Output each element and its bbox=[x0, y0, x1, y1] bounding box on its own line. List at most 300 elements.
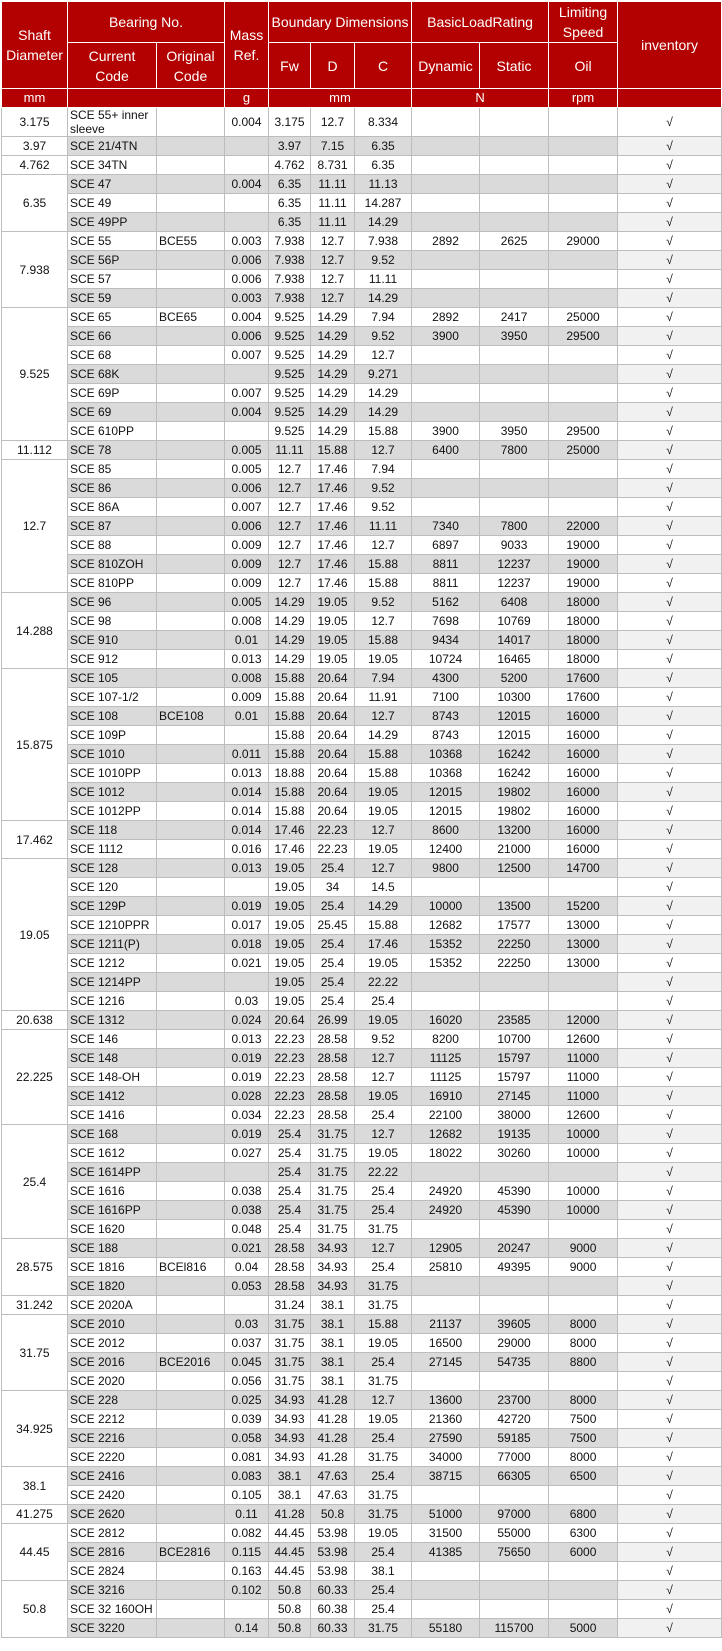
cell-inventory: √ bbox=[618, 954, 722, 973]
cell-oil: 8000 bbox=[549, 1391, 618, 1410]
table-row bbox=[2, 1486, 722, 1505]
cell-dynamic bbox=[412, 1562, 480, 1581]
cell-original-code bbox=[157, 1239, 225, 1258]
cell-original-code bbox=[157, 213, 225, 232]
cell-dynamic bbox=[412, 1372, 480, 1391]
cell-current-code: SCE 148 bbox=[68, 1049, 157, 1068]
cell-oil bbox=[549, 289, 618, 308]
cell-original-code bbox=[157, 612, 225, 631]
cell-inventory: √ bbox=[618, 1315, 722, 1334]
cell-original-code bbox=[157, 1087, 225, 1106]
cell-static bbox=[480, 403, 549, 422]
cell-dynamic bbox=[412, 992, 480, 1011]
cell-static: 17577 bbox=[480, 916, 549, 935]
cell-d: 38.1 bbox=[311, 1296, 355, 1315]
cell-c: 25.4 bbox=[355, 1467, 412, 1486]
cell-mass: 0.016 bbox=[225, 840, 269, 859]
cell-current-code: SCE 2812 bbox=[68, 1524, 157, 1543]
cell-original-code bbox=[157, 1144, 225, 1163]
cell-d: 15.88 bbox=[311, 441, 355, 460]
cell-shaft-diameter: 31.242 bbox=[2, 1296, 68, 1315]
cell-static bbox=[480, 175, 549, 194]
cell-oil: 16000 bbox=[549, 707, 618, 726]
cell-static: 13200 bbox=[480, 821, 549, 840]
cell-dynamic bbox=[412, 1163, 480, 1182]
header-static: Static bbox=[480, 43, 549, 89]
cell-mass: 0.013 bbox=[225, 859, 269, 878]
cell-original-code bbox=[157, 574, 225, 593]
cell-fw: 22.23 bbox=[269, 1087, 311, 1106]
cell-fw: 6.35 bbox=[269, 175, 311, 194]
cell-c: 31.75 bbox=[355, 1619, 412, 1638]
cell-original-code bbox=[157, 327, 225, 346]
cell-static: 9033 bbox=[480, 536, 549, 555]
cell-mass: 0.013 bbox=[225, 1030, 269, 1049]
cell-static bbox=[480, 346, 549, 365]
cell-dynamic: 6400 bbox=[412, 441, 480, 460]
table-row bbox=[2, 1334, 722, 1353]
cell-inventory: √ bbox=[618, 1106, 722, 1125]
cell-inventory: √ bbox=[618, 1448, 722, 1467]
cell-current-code: SCE 34TN bbox=[68, 156, 157, 175]
table-row bbox=[2, 175, 722, 194]
cell-d: 26.99 bbox=[311, 1011, 355, 1030]
cell-oil bbox=[549, 479, 618, 498]
table-row bbox=[2, 1410, 722, 1429]
cell-inventory: √ bbox=[618, 365, 722, 384]
cell-fw: 14.29 bbox=[269, 612, 311, 631]
cell-mass: 0.006 bbox=[225, 270, 269, 289]
cell-dynamic: 10000 bbox=[412, 897, 480, 916]
cell-c: 19.05 bbox=[355, 1011, 412, 1030]
table-row bbox=[2, 707, 722, 726]
cell-dynamic: 38715 bbox=[412, 1467, 480, 1486]
cell-c: 31.75 bbox=[355, 1372, 412, 1391]
cell-current-code: SCE 109P bbox=[68, 726, 157, 745]
cell-static bbox=[480, 1220, 549, 1239]
cell-inventory: √ bbox=[618, 156, 722, 175]
cell-inventory: √ bbox=[618, 460, 722, 479]
cell-c: 25.4 bbox=[355, 1201, 412, 1220]
cell-static bbox=[480, 992, 549, 1011]
table-row bbox=[2, 916, 722, 935]
table-row bbox=[2, 935, 722, 954]
cell-fw: 12.7 bbox=[269, 517, 311, 536]
cell-fw: 15.88 bbox=[269, 726, 311, 745]
cell-fw: 7.938 bbox=[269, 289, 311, 308]
table-row bbox=[2, 1600, 722, 1619]
cell-current-code: SCE 810PP bbox=[68, 574, 157, 593]
cell-c: 9.52 bbox=[355, 479, 412, 498]
cell-current-code: SCE 69 bbox=[68, 403, 157, 422]
cell-d: 25.4 bbox=[311, 859, 355, 878]
cell-current-code: SCE 105 bbox=[68, 669, 157, 688]
cell-c: 31.75 bbox=[355, 1220, 412, 1239]
table-row bbox=[2, 308, 722, 327]
cell-original-code bbox=[157, 1334, 225, 1353]
table-row bbox=[2, 270, 722, 289]
cell-static bbox=[480, 270, 549, 289]
cell-oil: 5000 bbox=[549, 1619, 618, 1638]
cell-static: 55000 bbox=[480, 1524, 549, 1543]
cell-dynamic bbox=[412, 498, 480, 517]
cell-dynamic: 8200 bbox=[412, 1030, 480, 1049]
cell-static: 10769 bbox=[480, 612, 549, 631]
cell-fw: 31.75 bbox=[269, 1353, 311, 1372]
cell-original-code: BCE2016 bbox=[157, 1353, 225, 1372]
cell-mass: 0.006 bbox=[225, 479, 269, 498]
cell-oil: 11000 bbox=[549, 1049, 618, 1068]
cell-shaft-diameter: 22.225 bbox=[2, 1030, 68, 1125]
cell-oil bbox=[549, 270, 618, 289]
table-row bbox=[2, 137, 722, 156]
cell-static bbox=[480, 498, 549, 517]
cell-mass: 0.007 bbox=[225, 346, 269, 365]
cell-fw: 19.05 bbox=[269, 973, 311, 992]
cell-c: 15.88 bbox=[355, 631, 412, 650]
cell-current-code: SCE 1612 bbox=[68, 1144, 157, 1163]
cell-c: 11.11 bbox=[355, 517, 412, 536]
cell-oil: 19000 bbox=[549, 555, 618, 574]
cell-d: 47.63 bbox=[311, 1486, 355, 1505]
cell-static: 7800 bbox=[480, 517, 549, 536]
cell-dynamic: 5162 bbox=[412, 593, 480, 612]
cell-original-code bbox=[157, 108, 225, 137]
cell-original-code bbox=[157, 726, 225, 745]
cell-d: 19.05 bbox=[311, 650, 355, 669]
cell-oil bbox=[549, 175, 618, 194]
cell-current-code: SCE 146 bbox=[68, 1030, 157, 1049]
cell-inventory: √ bbox=[618, 289, 722, 308]
table-row bbox=[2, 745, 722, 764]
cell-mass bbox=[225, 973, 269, 992]
cell-mass: 0.004 bbox=[225, 175, 269, 194]
cell-d: 20.64 bbox=[311, 688, 355, 707]
cell-current-code: SCE 1012 bbox=[68, 783, 157, 802]
cell-oil bbox=[549, 137, 618, 156]
cell-oil: 7500 bbox=[549, 1429, 618, 1448]
cell-dynamic: 10368 bbox=[412, 764, 480, 783]
cell-fw: 12.7 bbox=[269, 460, 311, 479]
cell-original-code bbox=[157, 1049, 225, 1068]
cell-c: 19.05 bbox=[355, 1334, 412, 1353]
cell-d: 53.98 bbox=[311, 1543, 355, 1562]
cell-inventory: √ bbox=[618, 1011, 722, 1030]
cell-original-code bbox=[157, 479, 225, 498]
table-row bbox=[2, 403, 722, 422]
cell-static: 42720 bbox=[480, 1410, 549, 1429]
cell-original-code bbox=[157, 859, 225, 878]
cell-mass: 0.082 bbox=[225, 1524, 269, 1543]
cell-dynamic: 24920 bbox=[412, 1201, 480, 1220]
cell-static: 75650 bbox=[480, 1543, 549, 1562]
cell-current-code: SCE 57 bbox=[68, 270, 157, 289]
cell-mass: 0.028 bbox=[225, 1087, 269, 1106]
cell-dynamic: 8811 bbox=[412, 574, 480, 593]
cell-mass: 0.037 bbox=[225, 1334, 269, 1353]
table-row bbox=[2, 327, 722, 346]
cell-mass: 0.04 bbox=[225, 1258, 269, 1277]
cell-d: 28.58 bbox=[311, 1049, 355, 1068]
cell-c: 14.29 bbox=[355, 403, 412, 422]
cell-mass: 0.021 bbox=[225, 1239, 269, 1258]
cell-dynamic bbox=[412, 973, 480, 992]
cell-oil bbox=[549, 346, 618, 365]
cell-c: 12.7 bbox=[355, 441, 412, 460]
cell-original-code bbox=[157, 631, 225, 650]
cell-original-code bbox=[157, 1429, 225, 1448]
table-row bbox=[2, 1163, 722, 1182]
cell-inventory: √ bbox=[618, 1353, 722, 1372]
cell-shaft-diameter: 25.4 bbox=[2, 1125, 68, 1239]
table-row bbox=[2, 1505, 722, 1524]
cell-c: 25.4 bbox=[355, 1429, 412, 1448]
cell-oil: 6300 bbox=[549, 1524, 618, 1543]
table-row bbox=[2, 593, 722, 612]
cell-inventory: √ bbox=[618, 650, 722, 669]
cell-current-code: SCE 107-1/2 bbox=[68, 688, 157, 707]
cell-dynamic: 24920 bbox=[412, 1182, 480, 1201]
cell-fw: 22.23 bbox=[269, 1030, 311, 1049]
cell-static bbox=[480, 384, 549, 403]
cell-dynamic bbox=[412, 289, 480, 308]
cell-current-code: SCE 810ZOH bbox=[68, 555, 157, 574]
cell-oil: 25000 bbox=[549, 441, 618, 460]
cell-c: 7.94 bbox=[355, 308, 412, 327]
cell-original-code bbox=[157, 954, 225, 973]
cell-c: 12.7 bbox=[355, 1068, 412, 1087]
table-body bbox=[2, 108, 722, 1638]
cell-oil: 8800 bbox=[549, 1353, 618, 1372]
unit-load-n: N bbox=[412, 89, 549, 108]
table-row bbox=[2, 1258, 722, 1277]
cell-original-code bbox=[157, 403, 225, 422]
table-row bbox=[2, 498, 722, 517]
cell-dynamic bbox=[412, 156, 480, 175]
cell-current-code: SCE 2020 bbox=[68, 1372, 157, 1391]
cell-inventory: √ bbox=[618, 840, 722, 859]
cell-current-code: SCE 1312 bbox=[68, 1011, 157, 1030]
table-row bbox=[2, 1087, 722, 1106]
cell-dynamic bbox=[412, 346, 480, 365]
cell-mass: 0.024 bbox=[225, 1011, 269, 1030]
cell-d: 31.75 bbox=[311, 1220, 355, 1239]
cell-c: 31.75 bbox=[355, 1486, 412, 1505]
cell-current-code: SCE 1211(P) bbox=[68, 935, 157, 954]
cell-fw: 31.75 bbox=[269, 1315, 311, 1334]
cell-fw: 38.1 bbox=[269, 1467, 311, 1486]
table-row bbox=[2, 1524, 722, 1543]
cell-fw: 9.525 bbox=[269, 346, 311, 365]
cell-inventory: √ bbox=[618, 688, 722, 707]
cell-dynamic bbox=[412, 1220, 480, 1239]
cell-c: 15.88 bbox=[355, 555, 412, 574]
cell-c: 12.7 bbox=[355, 346, 412, 365]
cell-original-code bbox=[157, 1524, 225, 1543]
table-row bbox=[2, 650, 722, 669]
header-inventory: inventory bbox=[618, 2, 722, 89]
cell-fw: 15.88 bbox=[269, 802, 311, 821]
cell-d: 41.28 bbox=[311, 1448, 355, 1467]
cell-c: 19.05 bbox=[355, 650, 412, 669]
cell-dynamic bbox=[412, 108, 480, 137]
cell-inventory: √ bbox=[618, 1201, 722, 1220]
table-row bbox=[2, 1125, 722, 1144]
cell-dynamic: 15352 bbox=[412, 954, 480, 973]
header-dynamic: Dynamic bbox=[412, 43, 480, 89]
cell-static bbox=[480, 1296, 549, 1315]
cell-dynamic bbox=[412, 137, 480, 156]
table-row bbox=[2, 479, 722, 498]
cell-fw: 25.4 bbox=[269, 1144, 311, 1163]
cell-oil: 8000 bbox=[549, 1334, 618, 1353]
cell-fw: 14.29 bbox=[269, 593, 311, 612]
cell-c: 12.7 bbox=[355, 536, 412, 555]
cell-current-code: SCE 2824 bbox=[68, 1562, 157, 1581]
cell-static: 3950 bbox=[480, 327, 549, 346]
cell-d: 19.05 bbox=[311, 593, 355, 612]
cell-static: 23585 bbox=[480, 1011, 549, 1030]
cell-mass: 0.017 bbox=[225, 916, 269, 935]
cell-inventory: √ bbox=[618, 555, 722, 574]
cell-static: 3950 bbox=[480, 422, 549, 441]
cell-c: 14.29 bbox=[355, 289, 412, 308]
table-row bbox=[2, 1562, 722, 1581]
table-row bbox=[2, 1011, 722, 1030]
cell-d: 17.46 bbox=[311, 460, 355, 479]
cell-mass bbox=[225, 194, 269, 213]
cell-oil: 16000 bbox=[549, 745, 618, 764]
cell-fw: 25.4 bbox=[269, 1220, 311, 1239]
cell-shaft-diameter: 19.05 bbox=[2, 859, 68, 1011]
cell-mass bbox=[225, 1163, 269, 1182]
cell-static: 6408 bbox=[480, 593, 549, 612]
cell-d: 14.29 bbox=[311, 422, 355, 441]
table-row bbox=[2, 1239, 722, 1258]
table-row bbox=[2, 954, 722, 973]
cell-dynamic: 12682 bbox=[412, 1125, 480, 1144]
cell-mass: 0.003 bbox=[225, 289, 269, 308]
cell-inventory: √ bbox=[618, 479, 722, 498]
cell-c: 19.05 bbox=[355, 840, 412, 859]
cell-inventory: √ bbox=[618, 1467, 722, 1486]
cell-static: 15797 bbox=[480, 1049, 549, 1068]
cell-current-code: SCE 1616 bbox=[68, 1182, 157, 1201]
cell-dynamic: 34000 bbox=[412, 1448, 480, 1467]
cell-fw: 22.23 bbox=[269, 1049, 311, 1068]
cell-c: 12.7 bbox=[355, 1391, 412, 1410]
table-row bbox=[2, 213, 722, 232]
cell-mass: 0.115 bbox=[225, 1543, 269, 1562]
cell-fw: 17.46 bbox=[269, 821, 311, 840]
cell-mass: 0.01 bbox=[225, 707, 269, 726]
cell-current-code: SCE 128 bbox=[68, 859, 157, 878]
cell-current-code: SCE 1412 bbox=[68, 1087, 157, 1106]
cell-c: 7.94 bbox=[355, 669, 412, 688]
cell-c: 12.7 bbox=[355, 612, 412, 631]
cell-original-code bbox=[157, 1562, 225, 1581]
table-row bbox=[2, 232, 722, 251]
cell-inventory: √ bbox=[618, 631, 722, 650]
cell-fw: 12.7 bbox=[269, 479, 311, 498]
cell-dynamic: 7698 bbox=[412, 612, 480, 631]
cell-oil: 8000 bbox=[549, 1315, 618, 1334]
cell-static: 12015 bbox=[480, 707, 549, 726]
cell-fw: 9.525 bbox=[269, 384, 311, 403]
cell-mass: 0.105 bbox=[225, 1486, 269, 1505]
cell-inventory: √ bbox=[618, 498, 722, 517]
cell-d: 17.46 bbox=[311, 555, 355, 574]
cell-inventory: √ bbox=[618, 1182, 722, 1201]
cell-static: 66305 bbox=[480, 1467, 549, 1486]
cell-fw: 9.525 bbox=[269, 403, 311, 422]
cell-inventory: √ bbox=[618, 1220, 722, 1239]
cell-static: 12500 bbox=[480, 859, 549, 878]
cell-fw: 19.05 bbox=[269, 916, 311, 935]
cell-c: 15.88 bbox=[355, 764, 412, 783]
cell-current-code: SCE 2416 bbox=[68, 1467, 157, 1486]
cell-static: 21000 bbox=[480, 840, 549, 859]
cell-dynamic: 16020 bbox=[412, 1011, 480, 1030]
cell-current-code: SCE 65 bbox=[68, 308, 157, 327]
cell-inventory: √ bbox=[618, 1372, 722, 1391]
cell-fw: 38.1 bbox=[269, 1486, 311, 1505]
cell-fw: 15.88 bbox=[269, 745, 311, 764]
cell-current-code: SCE 1212 bbox=[68, 954, 157, 973]
cell-dynamic bbox=[412, 213, 480, 232]
cell-static bbox=[480, 1581, 549, 1600]
cell-fw: 12.7 bbox=[269, 555, 311, 574]
cell-original-code bbox=[157, 764, 225, 783]
cell-original-code bbox=[157, 1163, 225, 1182]
cell-inventory: √ bbox=[618, 1068, 722, 1087]
cell-oil bbox=[549, 108, 618, 137]
cell-static: 59185 bbox=[480, 1429, 549, 1448]
cell-current-code: SCE 1816 bbox=[68, 1258, 157, 1277]
cell-shaft-diameter: 28.575 bbox=[2, 1239, 68, 1296]
cell-shaft-diameter: 44.45 bbox=[2, 1524, 68, 1581]
cell-c: 14.29 bbox=[355, 384, 412, 403]
cell-d: 14.29 bbox=[311, 327, 355, 346]
cell-c: 12.7 bbox=[355, 821, 412, 840]
cell-mass: 0.007 bbox=[225, 498, 269, 517]
cell-inventory: √ bbox=[618, 108, 722, 137]
cell-d: 20.64 bbox=[311, 726, 355, 745]
cell-inventory: √ bbox=[618, 593, 722, 612]
cell-dynamic: 13600 bbox=[412, 1391, 480, 1410]
table-row bbox=[2, 688, 722, 707]
cell-inventory: √ bbox=[618, 935, 722, 954]
cell-c: 7.938 bbox=[355, 232, 412, 251]
cell-inventory: √ bbox=[618, 422, 722, 441]
cell-static bbox=[480, 251, 549, 270]
cell-fw: 22.23 bbox=[269, 1106, 311, 1125]
cell-shaft-diameter: 34.925 bbox=[2, 1391, 68, 1467]
cell-d: 38.1 bbox=[311, 1353, 355, 1372]
cell-static: 10700 bbox=[480, 1030, 549, 1049]
cell-fw: 9.525 bbox=[269, 365, 311, 384]
cell-fw: 7.938 bbox=[269, 251, 311, 270]
cell-d: 20.64 bbox=[311, 783, 355, 802]
cell-d: 53.98 bbox=[311, 1562, 355, 1581]
cell-c: 25.4 bbox=[355, 1182, 412, 1201]
cell-inventory: √ bbox=[618, 232, 722, 251]
cell-fw: 31.75 bbox=[269, 1334, 311, 1353]
cell-dynamic: 12015 bbox=[412, 802, 480, 821]
cell-inventory: √ bbox=[618, 270, 722, 289]
cell-dynamic: 15352 bbox=[412, 935, 480, 954]
cell-fw: 34.93 bbox=[269, 1429, 311, 1448]
